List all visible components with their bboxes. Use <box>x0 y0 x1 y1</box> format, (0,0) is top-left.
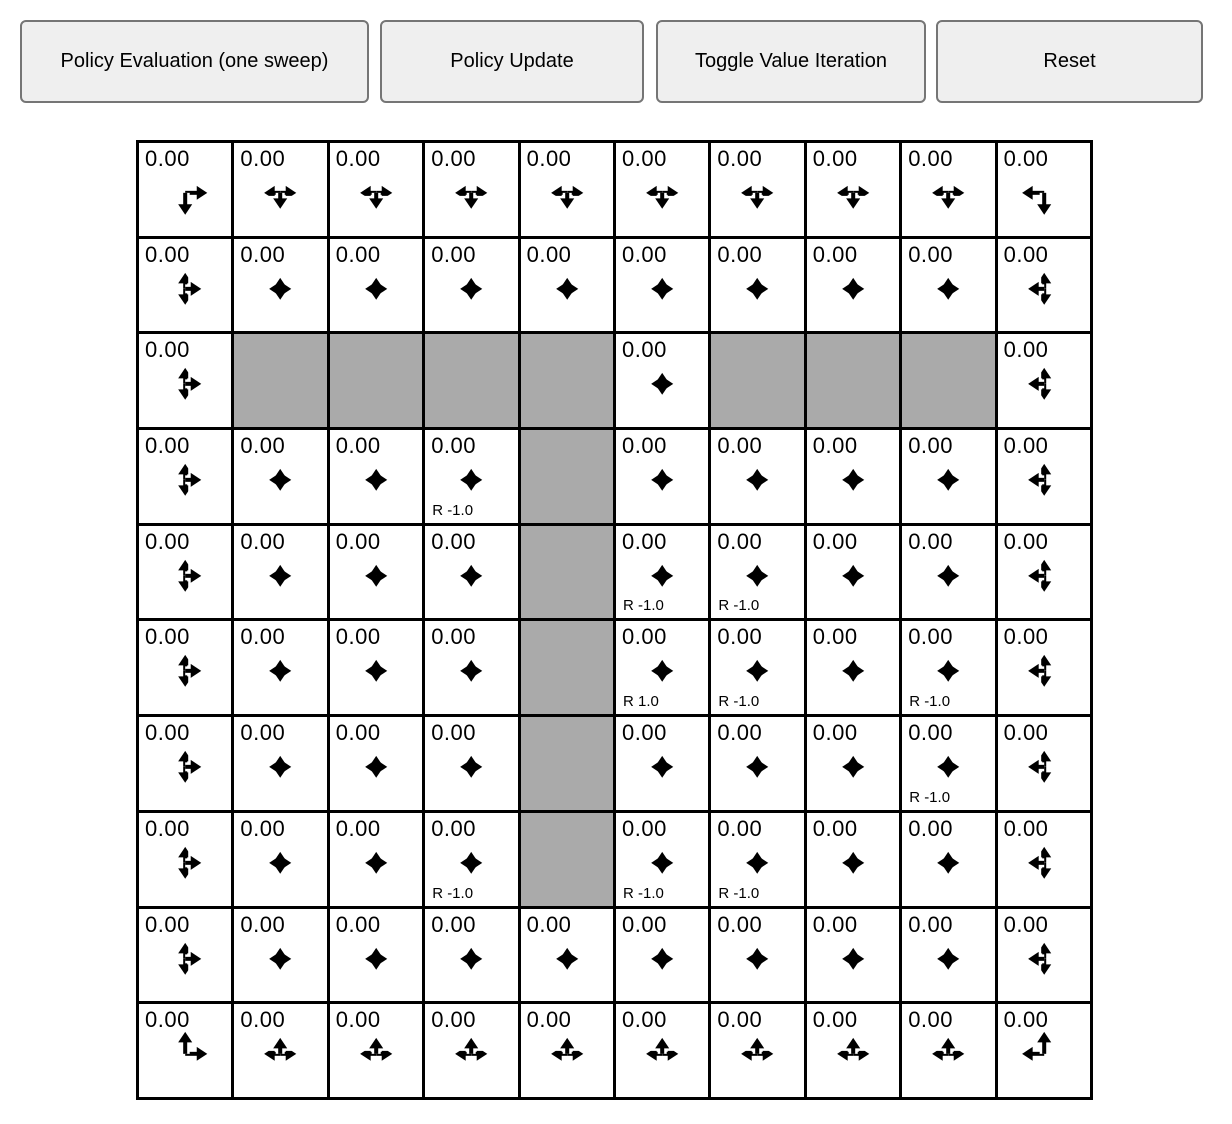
cell-value: 0.00 <box>1003 911 1049 937</box>
cell-reward: R 1.0 <box>623 693 659 711</box>
cell-value: 0.00 <box>431 720 477 746</box>
cell-value: 0.00 <box>335 241 381 267</box>
policy-arrows-icon <box>807 717 899 810</box>
grid-cell-r1c1 <box>234 239 326 332</box>
wall-cell-r2c2 <box>330 334 422 427</box>
cell-value: 0.00 <box>717 720 763 746</box>
policy-arrows-icon <box>425 909 517 1002</box>
policy-arrows-icon <box>902 239 994 332</box>
policy-arrows-icon <box>139 621 231 714</box>
wall-cell-r5c4 <box>521 621 613 714</box>
cell-value: 0.00 <box>717 911 763 937</box>
grid-cell-r8c0 <box>139 909 231 1002</box>
cell-value: 0.00 <box>812 1007 858 1033</box>
toggle-value-iteration-button[interactable]: Toggle Value Iteration <box>656 20 926 103</box>
cell-value: 0.00 <box>717 624 763 650</box>
policy-arrows-icon <box>902 909 994 1002</box>
grid-cell-r5c0 <box>139 621 231 714</box>
policy-arrows-icon <box>711 239 803 332</box>
cell-value: 0.00 <box>1003 1007 1049 1033</box>
grid-cell-r4c7 <box>807 526 899 619</box>
policy-arrows-icon <box>425 813 517 906</box>
grid-cell-r9c6 <box>711 1004 803 1097</box>
wall-cell-r2c4 <box>521 334 613 427</box>
grid-cell-r8c1 <box>234 909 326 1002</box>
cell-value: 0.00 <box>1003 337 1049 363</box>
policy-arrows-icon <box>998 143 1090 236</box>
grid-cell-r9c8 <box>902 1004 994 1097</box>
policy-arrows-icon <box>521 143 613 236</box>
policy-arrows-icon <box>998 239 1090 332</box>
cell-value: 0.00 <box>145 624 190 650</box>
policy-arrows-icon <box>330 1004 422 1097</box>
cell-value: 0.00 <box>145 433 190 459</box>
cell-value: 0.00 <box>622 146 667 171</box>
cell-value: 0.00 <box>1003 433 1049 459</box>
policy-arrows-icon <box>998 1004 1090 1097</box>
cell-value: 0.00 <box>240 911 286 937</box>
cell-reward: R -1.0 <box>718 597 760 615</box>
cell-value: 0.00 <box>812 241 858 267</box>
cell-value: 0.00 <box>622 433 667 459</box>
cell-value: 0.00 <box>622 241 667 267</box>
cell-value: 0.00 <box>335 1007 381 1033</box>
policy-arrows-icon <box>998 430 1090 523</box>
cell-value: 0.00 <box>908 720 954 746</box>
cell-value: 0.00 <box>717 146 763 171</box>
cell-value: 0.00 <box>240 433 286 459</box>
policy-arrows-icon <box>425 1004 517 1097</box>
cell-value: 0.00 <box>622 911 667 937</box>
policy-arrows-icon <box>139 334 231 427</box>
cell-value: 0.00 <box>335 433 381 459</box>
policy-arrows-icon <box>902 1004 994 1097</box>
grid-cell-r1c2 <box>330 239 422 332</box>
grid-cell-r0c9 <box>998 143 1090 236</box>
policy-arrows-icon <box>425 621 517 714</box>
cell-value: 0.00 <box>908 1007 954 1033</box>
cell-value: 0.00 <box>240 720 286 746</box>
grid-cell-r3c6 <box>711 430 803 523</box>
grid-cell-r6c2 <box>330 717 422 810</box>
policy-update-button[interactable]: Policy Update <box>380 20 644 103</box>
gridworld <box>136 140 1093 1100</box>
grid-cell-r8c9 <box>998 909 1090 1002</box>
cell-value: 0.00 <box>526 1007 572 1033</box>
cell-value: 0.00 <box>431 815 477 841</box>
cell-value: 0.00 <box>526 911 572 937</box>
cell-reward: R -1.0 <box>718 693 760 711</box>
grid-cell-r1c9 <box>998 239 1090 332</box>
grid-cell-r4c0 <box>139 526 231 619</box>
grid-cell-r8c5 <box>616 909 708 1002</box>
policy-arrows-icon <box>425 239 517 332</box>
cell-value: 0.00 <box>908 241 954 267</box>
policy-arrows-icon <box>330 813 422 906</box>
grid-cell-r6c6 <box>711 717 803 810</box>
grid-cell-r4c5 <box>616 526 708 619</box>
cell-value: 0.00 <box>335 146 381 171</box>
policy-arrows-icon <box>902 143 994 236</box>
grid-cell-r0c1 <box>234 143 326 236</box>
grid-cell-r8c2 <box>330 909 422 1002</box>
cell-value: 0.00 <box>812 146 858 171</box>
policy-arrows-icon <box>616 909 708 1002</box>
policy-arrows-icon <box>234 430 326 523</box>
grid-cell-r8c3 <box>425 909 517 1002</box>
policy-arrows-icon <box>330 621 422 714</box>
cell-value: 0.00 <box>622 720 667 746</box>
policy-arrows-icon <box>616 526 708 619</box>
policy-arrows-icon <box>616 813 708 906</box>
cell-value: 0.00 <box>431 241 477 267</box>
policy-arrows-icon <box>521 239 613 332</box>
grid-cell-r5c7 <box>807 621 899 714</box>
policy-arrows-icon <box>234 621 326 714</box>
policy-arrows-icon <box>616 334 708 427</box>
grid-cell-r9c9 <box>998 1004 1090 1097</box>
grid-cell-r3c3 <box>425 430 517 523</box>
grid-cell-r4c1 <box>234 526 326 619</box>
policy-arrows-icon <box>902 526 994 619</box>
wall-cell-r7c4 <box>521 813 613 906</box>
policy-arrows-icon <box>711 143 803 236</box>
cell-value: 0.00 <box>335 528 381 554</box>
grid-cell-r5c8 <box>902 621 994 714</box>
cell-value: 0.00 <box>240 146 286 171</box>
policy-arrows-icon <box>902 430 994 523</box>
cell-value: 0.00 <box>717 815 763 841</box>
grid-cell-r4c3 <box>425 526 517 619</box>
cell-value: 0.00 <box>1003 146 1049 171</box>
policy-arrows-icon <box>521 909 613 1002</box>
policy-arrows-icon <box>330 909 422 1002</box>
cell-value: 0.00 <box>240 624 286 650</box>
wall-cell-r3c4 <box>521 430 613 523</box>
policy-arrows-icon <box>234 526 326 619</box>
wall-cell-r2c1 <box>234 334 326 427</box>
wall-cell-r2c3 <box>425 334 517 427</box>
cell-value: 0.00 <box>717 433 763 459</box>
cell-value: 0.00 <box>812 815 858 841</box>
grid-cell-r7c3 <box>425 813 517 906</box>
policy-arrows-icon <box>139 239 231 332</box>
cell-value: 0.00 <box>717 1007 763 1033</box>
policy-arrows-icon <box>616 1004 708 1097</box>
grid-cell-r6c5 <box>616 717 708 810</box>
cell-value: 0.00 <box>908 433 954 459</box>
grid-cell-r1c7 <box>807 239 899 332</box>
grid-cell-r3c2 <box>330 430 422 523</box>
policy-arrows-icon <box>234 1004 326 1097</box>
policy-arrows-icon <box>807 813 899 906</box>
grid-cell-r4c6 <box>711 526 803 619</box>
cell-value: 0.00 <box>908 815 954 841</box>
cell-value: 0.00 <box>1003 528 1049 554</box>
cell-value: 0.00 <box>145 720 190 746</box>
policy-arrows-icon <box>425 143 517 236</box>
grid-cell-r3c7 <box>807 430 899 523</box>
policy-arrows-icon <box>807 430 899 523</box>
grid-cell-r7c2 <box>330 813 422 906</box>
cell-value: 0.00 <box>431 528 477 554</box>
grid-cell-r4c9 <box>998 526 1090 619</box>
grid-cell-r4c2 <box>330 526 422 619</box>
cell-value: 0.00 <box>145 241 190 267</box>
policy-arrows-icon <box>711 1004 803 1097</box>
cell-value: 0.00 <box>431 911 477 937</box>
grid-cell-r6c9 <box>998 717 1090 810</box>
grid-cell-r0c8 <box>902 143 994 236</box>
grid-cell-r9c0 <box>139 1004 231 1097</box>
policy-arrows-icon <box>330 239 422 332</box>
cell-value: 0.00 <box>431 624 477 650</box>
grid-cell-r1c5 <box>616 239 708 332</box>
cell-value: 0.00 <box>908 528 954 554</box>
wall-cell-r2c6 <box>711 334 803 427</box>
grid-cell-r5c6 <box>711 621 803 714</box>
cell-value: 0.00 <box>908 911 954 937</box>
policy-arrows-icon <box>902 813 994 906</box>
cell-value: 0.00 <box>240 241 286 267</box>
grid-cell-r8c7 <box>807 909 899 1002</box>
grid-cell-r7c5 <box>616 813 708 906</box>
policy-arrows-icon <box>998 621 1090 714</box>
cell-value: 0.00 <box>335 624 381 650</box>
policy-arrows-icon <box>807 239 899 332</box>
policy-arrows-icon <box>425 430 517 523</box>
policy-arrows-icon <box>139 526 231 619</box>
cell-value: 0.00 <box>431 146 477 171</box>
wall-cell-r6c4 <box>521 717 613 810</box>
cell-reward: R -1.0 <box>432 884 474 902</box>
grid-cell-r6c8 <box>902 717 994 810</box>
cell-value: 0.00 <box>240 1007 286 1033</box>
policy-arrows-icon <box>616 717 708 810</box>
policy-arrows-icon <box>330 430 422 523</box>
grid-cell-r5c9 <box>998 621 1090 714</box>
policy-arrows-icon <box>807 143 899 236</box>
grid-cell-r9c1 <box>234 1004 326 1097</box>
policy-arrows-icon <box>139 909 231 1002</box>
cell-value: 0.00 <box>145 146 190 171</box>
grid-cell-r5c1 <box>234 621 326 714</box>
grid-cell-r5c3 <box>425 621 517 714</box>
policy-arrows-icon <box>807 909 899 1002</box>
grid-cell-r0c2 <box>330 143 422 236</box>
grid-cell-r3c5 <box>616 430 708 523</box>
cell-reward: R -1.0 <box>909 693 951 711</box>
cell-value: 0.00 <box>335 815 381 841</box>
grid-cell-r6c7 <box>807 717 899 810</box>
grid-cell-r2c9 <box>998 334 1090 427</box>
policy-arrows-icon <box>902 621 994 714</box>
policy-arrows-icon <box>425 526 517 619</box>
policy-arrows-icon <box>139 143 231 236</box>
policy-arrows-icon <box>139 813 231 906</box>
grid-cell-r8c4 <box>521 909 613 1002</box>
policy-arrows-icon <box>998 813 1090 906</box>
cell-value: 0.00 <box>145 911 190 937</box>
policy-arrows-icon <box>330 143 422 236</box>
policy-arrows-icon <box>330 717 422 810</box>
cell-value: 0.00 <box>812 911 858 937</box>
grid-cell-r7c7 <box>807 813 899 906</box>
cell-value: 0.00 <box>1003 720 1049 746</box>
cell-reward: R -1.0 <box>623 884 664 902</box>
cell-value: 0.00 <box>908 624 954 650</box>
grid-cell-r6c0 <box>139 717 231 810</box>
reset-button[interactable]: Reset <box>936 20 1203 103</box>
cell-value: 0.00 <box>145 528 190 554</box>
grid-cell-r8c6 <box>711 909 803 1002</box>
cell-value: 0.00 <box>335 911 381 937</box>
policy-arrows-icon <box>998 909 1090 1002</box>
grid-cell-r4c8 <box>902 526 994 619</box>
grid-cell-r2c0 <box>139 334 231 427</box>
policy-arrows-icon <box>711 909 803 1002</box>
grid-cell-r1c6 <box>711 239 803 332</box>
policy-arrows-icon <box>807 621 899 714</box>
policy-arrows-icon <box>425 717 517 810</box>
grid-cell-r0c5 <box>616 143 708 236</box>
cell-value: 0.00 <box>431 433 477 459</box>
cell-reward: R -1.0 <box>718 884 760 902</box>
policy-arrows-icon <box>711 430 803 523</box>
cell-value: 0.00 <box>622 528 667 554</box>
grid-cell-r7c6 <box>711 813 803 906</box>
wall-cell-r4c4 <box>521 526 613 619</box>
policy-arrows-icon <box>234 143 326 236</box>
grid-cell-r7c8 <box>902 813 994 906</box>
policy-arrows-icon <box>234 239 326 332</box>
grid-cell-r1c3 <box>425 239 517 332</box>
policy-arrows-icon <box>234 717 326 810</box>
cell-reward: R -1.0 <box>909 788 951 806</box>
grid-cell-r0c4 <box>521 143 613 236</box>
grid-cell-r3c9 <box>998 430 1090 523</box>
grid-cell-r6c1 <box>234 717 326 810</box>
cell-value: 0.00 <box>622 337 667 363</box>
cell-value: 0.00 <box>240 528 286 554</box>
cell-value: 0.00 <box>240 815 286 841</box>
grid-cell-r1c4 <box>521 239 613 332</box>
cell-value: 0.00 <box>908 146 954 171</box>
grid-cell-r9c4 <box>521 1004 613 1097</box>
grid-cell-r1c0 <box>139 239 231 332</box>
cell-reward: R -1.0 <box>623 597 664 615</box>
wall-cell-r2c7 <box>807 334 899 427</box>
cell-reward: R -1.0 <box>432 501 474 519</box>
grid-cell-r3c8 <box>902 430 994 523</box>
policy-arrows-icon <box>521 1004 613 1097</box>
grid-cell-r7c9 <box>998 813 1090 906</box>
policy-arrows-icon <box>711 813 803 906</box>
cell-value: 0.00 <box>1003 815 1049 841</box>
policy-arrows-icon <box>616 621 708 714</box>
cell-value: 0.00 <box>717 528 763 554</box>
cell-value: 0.00 <box>622 1007 667 1033</box>
policy-arrows-icon <box>807 1004 899 1097</box>
policy-arrows-icon <box>330 526 422 619</box>
grid-cell-r6c3 <box>425 717 517 810</box>
policy-arrows-icon <box>711 526 803 619</box>
cell-value: 0.00 <box>812 720 858 746</box>
policy-arrows-icon <box>902 717 994 810</box>
grid-cell-r9c5 <box>616 1004 708 1097</box>
grid-cell-r0c6 <box>711 143 803 236</box>
grid-cell-r0c3 <box>425 143 517 236</box>
cell-value: 0.00 <box>145 1007 190 1033</box>
cell-value: 0.00 <box>622 624 667 650</box>
cell-value: 0.00 <box>526 241 572 267</box>
cell-value: 0.00 <box>622 815 667 841</box>
cell-value: 0.00 <box>145 815 190 841</box>
grid-cell-r0c7 <box>807 143 899 236</box>
cell-value: 0.00 <box>812 528 858 554</box>
cell-value: 0.00 <box>431 1007 477 1033</box>
policy-arrows-icon <box>711 621 803 714</box>
grid-cell-r7c0 <box>139 813 231 906</box>
policy-arrows-icon <box>711 717 803 810</box>
grid-cell-r9c3 <box>425 1004 517 1097</box>
policy-arrows-icon <box>234 909 326 1002</box>
policy-arrows-icon <box>807 526 899 619</box>
policy-evaluation-button[interactable]: Policy Evaluation (one sweep) <box>20 20 369 103</box>
grid-cell-r3c0 <box>139 430 231 523</box>
policy-arrows-icon <box>616 239 708 332</box>
cell-value: 0.00 <box>335 720 381 746</box>
grid-cell-r9c2 <box>330 1004 422 1097</box>
cell-value: 0.00 <box>1003 624 1049 650</box>
grid-cell-r2c5 <box>616 334 708 427</box>
cell-value: 0.00 <box>717 241 763 267</box>
grid-cell-r5c2 <box>330 621 422 714</box>
grid-cell-r3c1 <box>234 430 326 523</box>
policy-arrows-icon <box>998 526 1090 619</box>
grid-cell-r7c1 <box>234 813 326 906</box>
grid-cell-r9c7 <box>807 1004 899 1097</box>
grid-cell-r1c8 <box>902 239 994 332</box>
policy-arrows-icon <box>234 813 326 906</box>
policy-arrows-icon <box>139 1004 231 1097</box>
grid-cell-r5c5 <box>616 621 708 714</box>
grid-cell-r0c0 <box>139 143 231 236</box>
policy-arrows-icon <box>616 143 708 236</box>
policy-arrows-icon <box>139 717 231 810</box>
cell-value: 0.00 <box>1003 241 1049 267</box>
wall-cell-r2c8 <box>902 334 994 427</box>
policy-arrows-icon <box>998 717 1090 810</box>
policy-arrows-icon <box>616 430 708 523</box>
cell-value: 0.00 <box>145 337 190 363</box>
policy-arrows-icon <box>139 430 231 523</box>
grid-cell-r8c8 <box>902 909 994 1002</box>
cell-value: 0.00 <box>812 624 858 650</box>
policy-arrows-icon <box>998 334 1090 427</box>
cell-value: 0.00 <box>526 146 572 171</box>
cell-value: 0.00 <box>812 433 858 459</box>
